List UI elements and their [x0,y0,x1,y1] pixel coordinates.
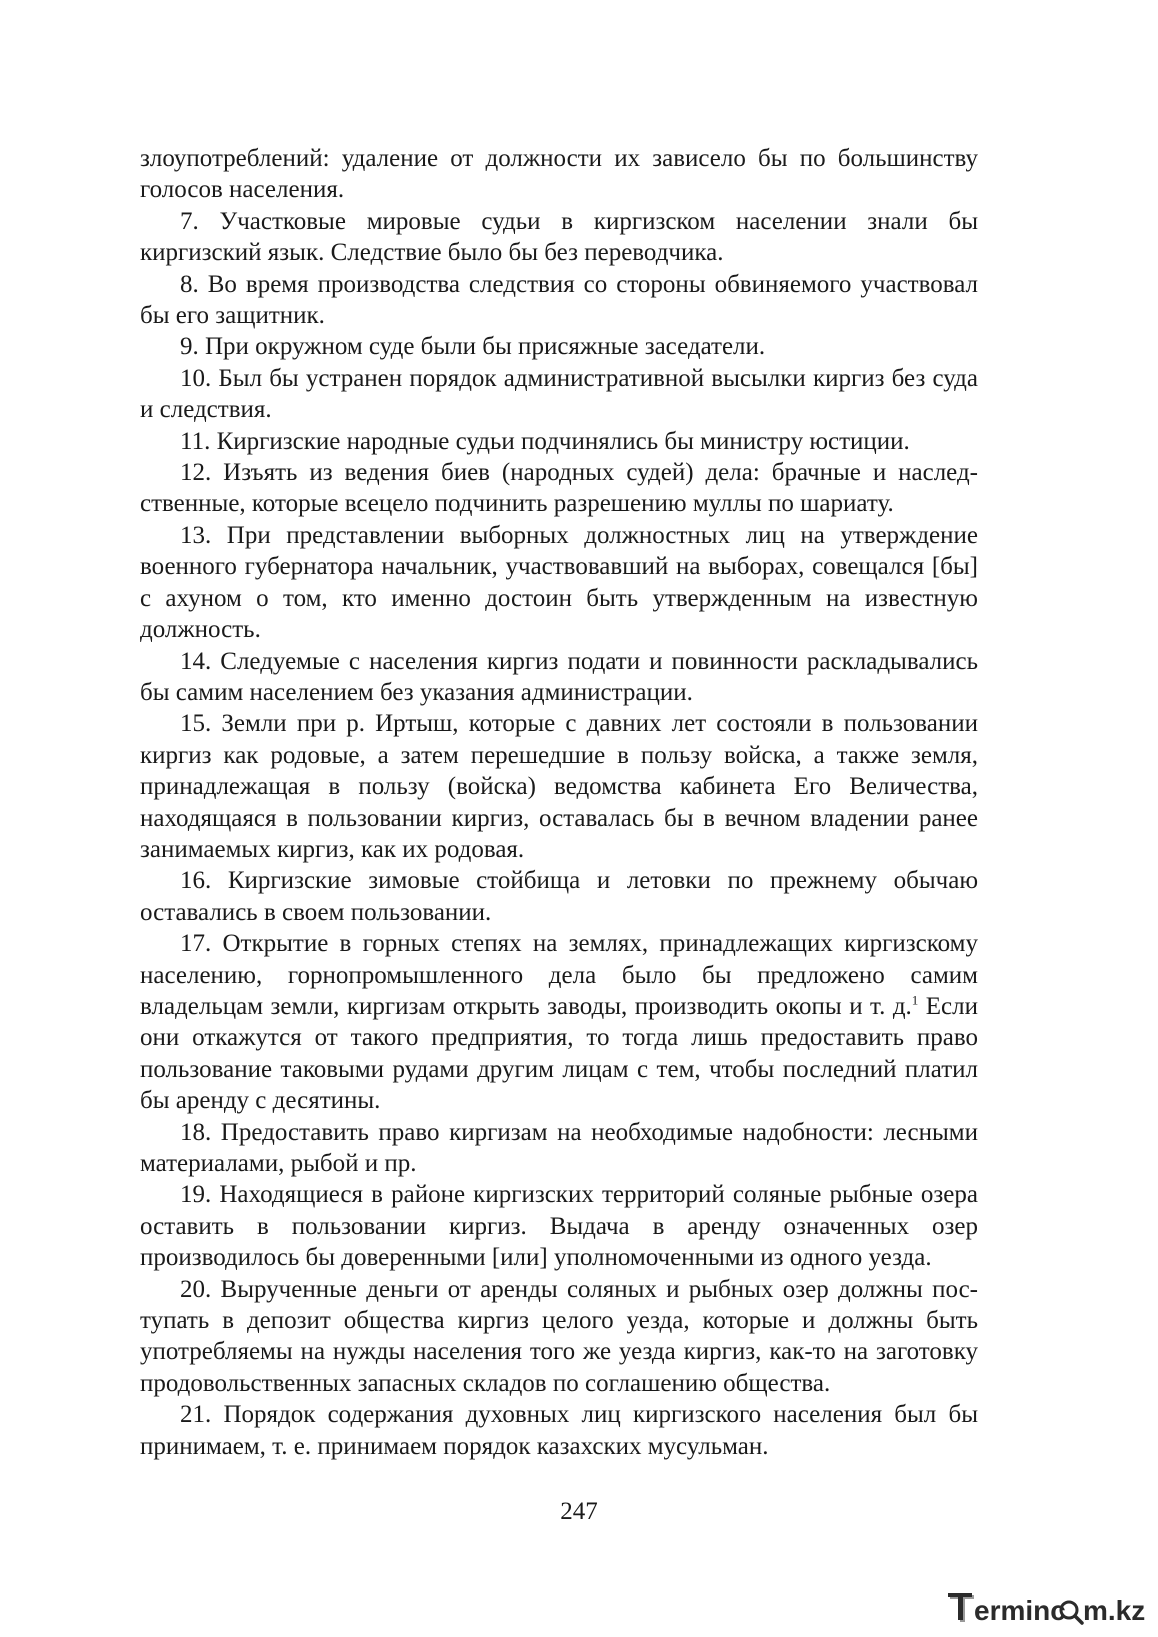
paragraph-item-17 [140,928,978,1116]
paragraph-item-16: 16. Киргизские зимовые стойбища и летовки по прежнему обычаю оставались в своем пользовании. [140,867,978,926]
paragraph-item-10: 10. Был бы устранен порядок административной высылки киргиз без суда и следствия. [140,364,978,424]
document-body [140,143,978,1462]
paragraph-item-21: 21. Порядок содержания духовных лиц киргизского населения был бы принимаем, т. е. принимаем порядок казахских мусульман. [140,1401,978,1460]
paragraph-continuation: злоупотреблений: удаление от должности их зависело бы по большинству голосов населения. [140,145,978,204]
paragraph-item-8: 8. Во время производства следствия со стороны обвиняемого участвовал бы его защитник. [140,270,978,330]
termincom-logo-graphic [945,1584,1145,1628]
paragraph-item-17-text: 17. Открытие в горных степях на землях, принадлежащих киргизскому населению, горнопромышленного дела было бы предложено самим владельцам земли, киргизам открыть заводы, производить окопы и т. д. [140,930,978,1020]
page-number: 247 [560,1498,598,1525]
paragraph-item-14: 14. Следуемые с населения киргиз подати и повинности раскладывались бы самим населением без указания администрации. [140,647,978,706]
footnote-marker: 1 [911,992,919,1008]
termincom-logo [945,1584,1145,1628]
paragraph-item-9: 9. При окружном суде были бы присяжные заседатели. [180,333,766,361]
paragraph-item-11: 11. Киргизские народные судьи подчинялись бы министру юстиции. [180,427,910,455]
paragraph-item-17-continuation: Если они откажутся от такого предприятия, то тогда лишь предоставить право пользование таковыми рудами другим лицам с тем, чтобы последний платил бы аренду с десятины. [140,992,978,1115]
paragraph-item-13: 13. При представлении выборных должностных лиц на утверждение военного губернатора начальник, участвовавший на выборах, совещался [бы] с ахуном о том, кто именно достоин быть утвержденным на известную должность. [140,521,978,644]
paragraph-item-19: 19. Находящиеся в районе киргизских территорий соляные рыбные озера оставить в пользовании киргиз. Выдача в аренду означенных озер производилось бы доверенными [или] уполномоченными из одного уезда. [140,1181,978,1272]
paragraph-item-15: 15. Земли при р. Иртыш, которые с давних лет состояли в пользовании киргиз как родовые, а затем перешедшие в пользу войска, а также земля, принадлежащая в пользу (войска) ведомства кабинета Его Величества, находящаяся в пользовании киргиз, оставалась бы в вечном владении ранее занимаемых киргиз, как их родовая. [140,710,978,863]
paragraph-item-18: 18. Предоставить право киргизам на необходимые надобности: лесными материалами, рыбой и пр. [140,1118,978,1177]
paragraph-item-20: 20. Вырученные деньги от аренды соляных и рыбных озер должны поступать в депозит общества киргиз целого уезда, которые и должны быть употребляемы на нужды населения того же уезда киргиз, как-то на заготовку продовольственных запасных складов по соглашению общества. [140,1275,978,1397]
paragraph-item-7: 7. Участковые мировые судьи в киргизском населении знали бы киргизский язык. Следствие было бы без переводчика. [140,207,978,267]
svg-text:m.kz: m.kz [1083,1595,1145,1626]
paragraph-item-12: 12. Изъять из ведения биев (народных судей) дела: брачные и наследственные, которые всецело подчинить разрешению муллы по шариату. [140,459,978,518]
svg-text:erminc: erminc [974,1595,1066,1626]
